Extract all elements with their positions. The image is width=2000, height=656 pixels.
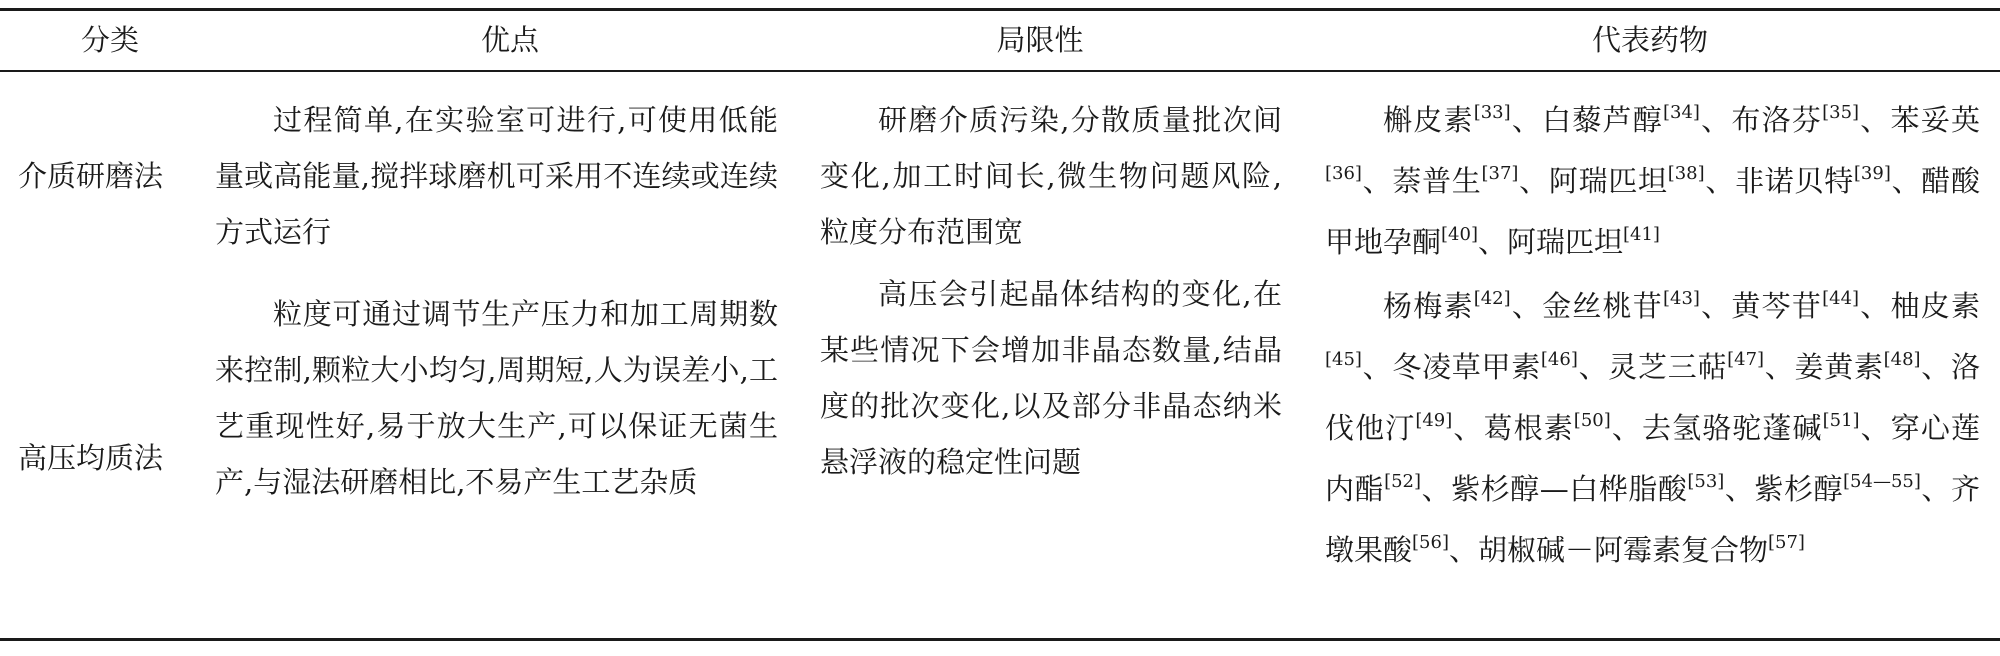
drug-name: 柚皮素 xyxy=(1890,289,1980,323)
header-drugs: 代表药物 xyxy=(1591,23,1708,57)
citation-ref: [47] xyxy=(1727,349,1765,370)
list-separator: 、 xyxy=(1610,411,1642,445)
citation-ref: [52] xyxy=(1384,471,1422,492)
citation-ref: [42] xyxy=(1473,288,1511,309)
category-cell: 高压均质法 xyxy=(18,441,164,475)
drug-name: 阿瑞匹坦 xyxy=(1548,164,1668,198)
drug-name: 紫杉醇 xyxy=(1754,472,1844,506)
list-separator: 、 xyxy=(1764,350,1795,384)
list-separator: 、 xyxy=(1859,103,1891,137)
citation-ref: [34] xyxy=(1663,102,1700,123)
drug-name: 苯妥英 xyxy=(1890,103,1980,137)
drug-name: 非诺贝特 xyxy=(1735,164,1854,198)
drug-name: 齐墩果酸 xyxy=(1325,472,1980,567)
list-separator: 、 xyxy=(1361,164,1393,198)
list-separator: 、 xyxy=(1699,289,1732,323)
drug-name: 穿心莲内酯 xyxy=(1325,411,1980,506)
citation-ref: [53] xyxy=(1687,471,1725,492)
drug-name: 醋酸甲地孕酮 xyxy=(1325,164,1980,259)
drug-name: 胡椒碱－阿霉素复合物 xyxy=(1477,533,1768,567)
list-separator: 、 xyxy=(1452,411,1484,445)
drug-name: 黄芩苷 xyxy=(1731,289,1823,323)
table-bottom-rule xyxy=(0,638,2000,641)
header-limitations: 局限性 xyxy=(996,23,1084,57)
list-separator: 、 xyxy=(1448,533,1478,567)
drug-name: 紫杉醇—白桦脂酸 xyxy=(1451,472,1688,506)
citation-ref: [56] xyxy=(1412,532,1449,553)
citation-ref: [37] xyxy=(1481,163,1519,184)
citation-ref: [41] xyxy=(1623,224,1660,245)
citation-ref: [39] xyxy=(1853,163,1891,184)
citation-ref: [54—55] xyxy=(1843,471,1921,492)
citation-ref: [36] xyxy=(1325,163,1362,184)
list-separator: 、 xyxy=(1510,103,1543,137)
drug-name: 灵芝三萜 xyxy=(1608,350,1728,384)
drugs-cell xyxy=(1325,92,1980,275)
drug-name: 冬凌草甲素 xyxy=(1392,350,1541,384)
list-separator: 、 xyxy=(1724,472,1755,506)
list-separator: 、 xyxy=(1920,350,1951,384)
citation-ref: [46] xyxy=(1540,349,1578,370)
list-separator: 、 xyxy=(1859,411,1891,445)
list-separator: 、 xyxy=(1518,164,1549,198)
citation-ref: [44] xyxy=(1822,288,1860,309)
drug-name: 白藜芦醇 xyxy=(1542,103,1663,137)
list-separator: 、 xyxy=(1890,164,1922,198)
drug-name: 金丝桃苷 xyxy=(1542,289,1663,323)
drug-name: 槲皮素 xyxy=(1383,103,1474,137)
drug-name: 萘普生 xyxy=(1392,164,1482,198)
list-separator: 、 xyxy=(1477,225,1507,259)
drug-name: 去氢骆驼蓬碱 xyxy=(1641,411,1823,445)
citation-ref: [51] xyxy=(1822,410,1860,431)
drug-name: 布洛芬 xyxy=(1731,103,1823,137)
limitations-cell: 高压会引起晶体结构的变化,在某些情况下会增加非晶态数量,结晶度的批次变化,以及部分非晶态纳米悬浮液的稳定性问题 xyxy=(820,277,1282,479)
header-category: 分类 xyxy=(80,23,139,57)
citation-ref: [35] xyxy=(1822,102,1860,123)
drug-name: 葛根素 xyxy=(1483,411,1574,445)
drug-name: 姜黄素 xyxy=(1794,350,1884,384)
drug-name: 洛伐他汀 xyxy=(1325,350,1980,445)
list-separator: 、 xyxy=(1577,350,1609,384)
category-cell: 介质研磨法 xyxy=(18,159,164,193)
list-separator: 、 xyxy=(1361,350,1393,384)
list-separator: 、 xyxy=(1920,472,1951,506)
list-separator: 、 xyxy=(1859,289,1891,323)
citation-ref: [33] xyxy=(1473,102,1511,123)
list-separator: 、 xyxy=(1704,164,1736,198)
list-separator: 、 xyxy=(1510,289,1543,323)
list-separator: 、 xyxy=(1699,103,1732,137)
citation-ref: [45] xyxy=(1325,349,1362,370)
citation-ref: [50] xyxy=(1573,410,1611,431)
citation-ref: [43] xyxy=(1663,288,1700,309)
citation-ref: [48] xyxy=(1883,349,1921,370)
limitations-cell: 研磨介质污染,分散质量批次间变化,加工时间长,微生物问题风险,粒度分布范围宽 xyxy=(820,103,1282,249)
list-separator: 、 xyxy=(1421,472,1452,506)
table-top-rule xyxy=(0,8,2000,11)
advantages-cell: 粒度可通过调节生产压力和加工周期数来控制,颗粒大小均匀,周期短,人为误差小,工艺重现性好,易于放大生产,可以保证无菌生产,与湿法研磨相比,不易产生工艺杂质 xyxy=(215,297,778,499)
citation-ref: [40] xyxy=(1441,224,1478,245)
drugs-cell xyxy=(1325,278,1980,583)
header-rule xyxy=(0,70,2000,72)
citation-ref: [49] xyxy=(1415,410,1453,431)
advantages-cell: 过程简单,在实验室可进行,可使用低能量或高能量,搅拌球磨机可采用不连续或连续方式运行 xyxy=(215,103,778,249)
header-advantages: 优点 xyxy=(480,23,539,57)
drug-name: 杨梅素 xyxy=(1383,289,1474,323)
citation-ref: [38] xyxy=(1667,163,1705,184)
citation-ref: [57] xyxy=(1768,532,1805,553)
drug-name: 阿瑞匹坦 xyxy=(1506,225,1623,259)
